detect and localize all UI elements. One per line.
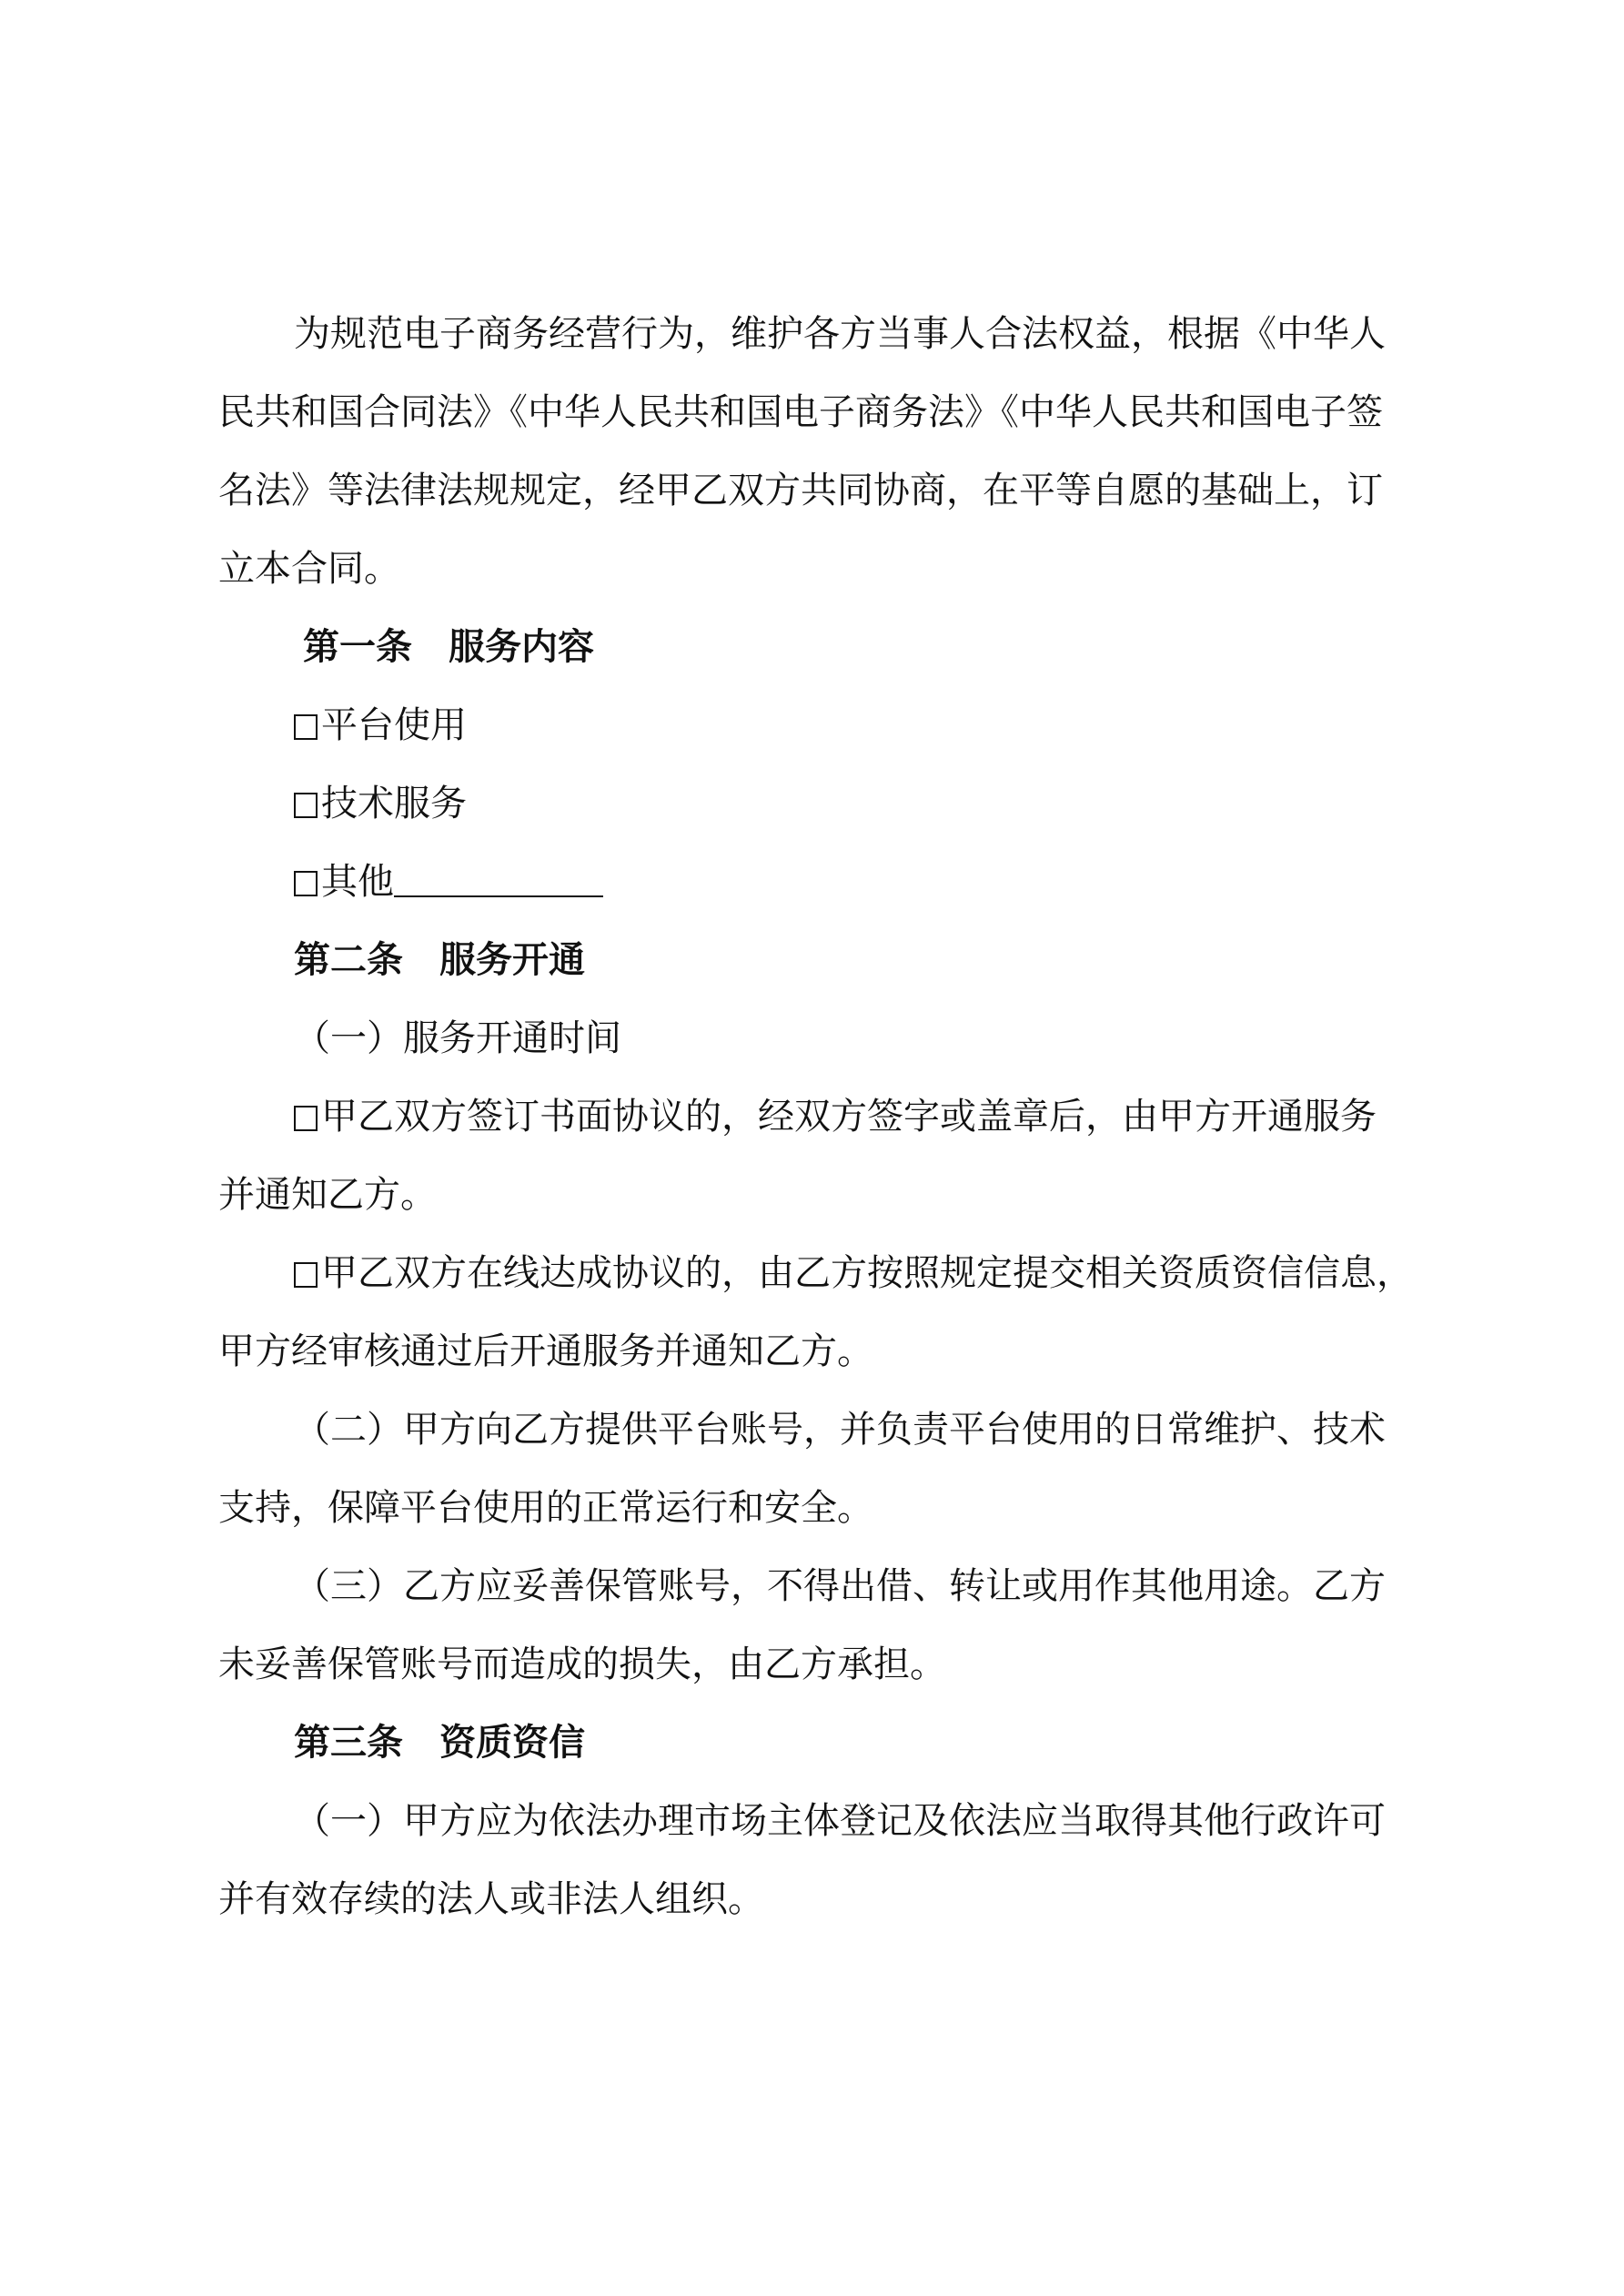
option-online-agreement <box>294 1251 1413 1295</box>
clause-heading: （一）服务开通时间 <box>294 1017 621 1059</box>
checkbox-online-agreement[interactable] <box>294 1262 318 1288</box>
checkbox-technical-service[interactable] <box>294 793 318 818</box>
service-option-other <box>294 860 603 904</box>
checkbox-other[interactable] <box>294 871 318 896</box>
option-label: 技术服务 <box>321 783 467 824</box>
intro-text: 为规范电子商务经营行为，维护各方当事人合法权益，根据《中华人 <box>294 313 1386 355</box>
option-text: 甲乙双方签订书面协议的，经双方签字或盖章后，由甲方开通服务 <box>321 1096 1377 1138</box>
option-text: 甲乙双方在线达成协议的，由乙方按照规定提交相关资质资信信息， <box>321 1252 1413 1294</box>
clause-text: （二）甲方向乙方提供平台账号，并负责平台使用的日常维护、技术 <box>294 1409 1386 1451</box>
service-option-platform <box>294 703 467 747</box>
intro-text: 民共和国合同法》《中华人民共和国电子商务法》《中华人民共和国电子签 <box>218 391 1383 433</box>
checkbox-written-agreement[interactable] <box>294 1106 318 1131</box>
option-label: 平台使用 <box>321 704 467 746</box>
option-text: 并通知乙方。 <box>218 1174 437 1216</box>
clause-text: 并有效存续的法人或非法人组织。 <box>218 1878 764 1920</box>
service-option-technical <box>294 782 467 825</box>
intro-text: 立本合同。 <box>218 548 400 590</box>
clause-text: 未妥善保管账号而造成的损失，由乙方承担。 <box>218 1644 946 1685</box>
option-written-agreement <box>294 1095 1377 1138</box>
clause-text: （一）甲方应为依法办理市场主体登记及依法应当取得其他行政许可 <box>294 1800 1386 1842</box>
option-label: 其他 <box>321 861 394 903</box>
fill-in-blank[interactable] <box>394 861 603 897</box>
checkbox-platform-use[interactable] <box>294 714 318 740</box>
article-3-title: 第三条 资质资信 <box>294 1721 585 1764</box>
article-1-title: 第一条 服务内容 <box>303 625 594 668</box>
intro-text: 名法》等法律法规规定，经甲乙双方共同协商，在平等自愿的基础上，订 <box>218 470 1383 511</box>
article-2-title: 第二条 服务开通 <box>294 938 585 981</box>
clause-text: （三）乙方应妥善保管账号，不得出借、转让或用作其他用途。乙方 <box>294 1565 1386 1607</box>
option-text: 甲方经审核通过后开通服务并通知乙方。 <box>218 1330 873 1372</box>
clause-text: 支持，保障平台使用的正常运行和安全。 <box>218 1487 873 1529</box>
